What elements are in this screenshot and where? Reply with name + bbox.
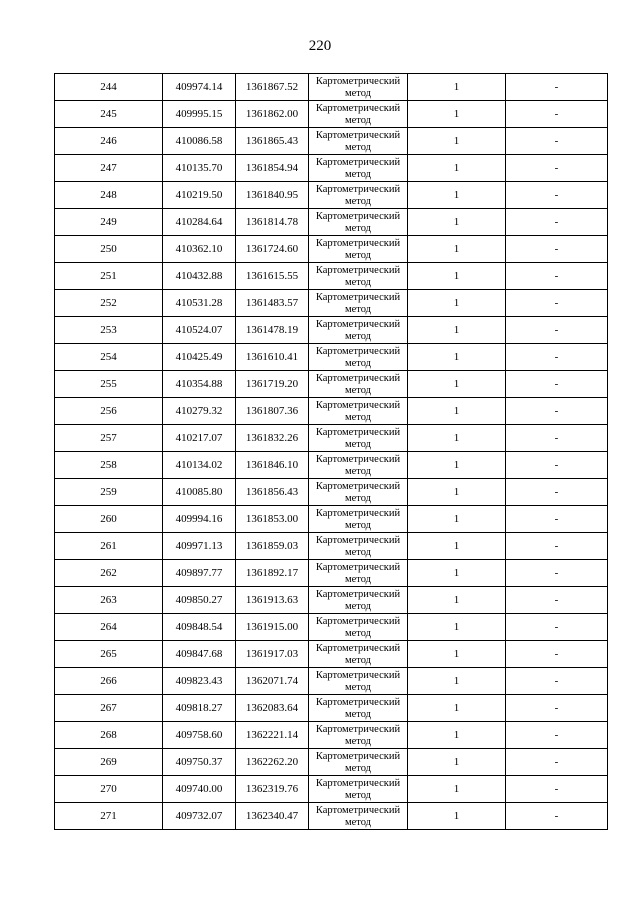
method-line-1: Картометрический (315, 589, 401, 600)
method-line-2: метод (344, 709, 372, 720)
table-row (55, 290, 608, 317)
y-coordinate-cell: 1362071.74 (236, 668, 309, 695)
x-coordinate-cell: 410432.88 (163, 263, 236, 290)
y-coordinate-cell: 1361807.36 (236, 398, 309, 425)
table-row (55, 803, 608, 830)
method-line-2: метод (344, 682, 372, 693)
note-cell: - (506, 560, 608, 587)
method-line-1: Картометрический (315, 778, 401, 789)
y-coordinate-cell: 1361917.03 (236, 641, 309, 668)
table-row (55, 722, 608, 749)
method-cell (309, 290, 408, 317)
note-cell: - (506, 182, 608, 209)
method-line-2: метод (344, 790, 372, 801)
x-coordinate-cell: 409848.54 (163, 614, 236, 641)
y-coordinate-cell: 1361913.63 (236, 587, 309, 614)
accuracy-cell: 1 (408, 398, 506, 425)
method-cell (309, 317, 408, 344)
accuracy-cell: 1 (408, 803, 506, 830)
x-coordinate-cell: 409994.16 (163, 506, 236, 533)
y-coordinate-cell: 1361859.03 (236, 533, 309, 560)
y-coordinate-cell: 1362083.64 (236, 695, 309, 722)
method-line-1: Картометрический (315, 211, 401, 222)
method-line-2: метод (344, 601, 372, 612)
y-coordinate-cell: 1361483.57 (236, 290, 309, 317)
point-number-cell: 260 (55, 506, 163, 533)
method-line-1: Картометрический (315, 697, 401, 708)
method-cell (309, 101, 408, 128)
y-coordinate-cell: 1361840.95 (236, 182, 309, 209)
method-line-2: метод (344, 412, 372, 423)
x-coordinate-cell: 410086.58 (163, 128, 236, 155)
note-cell: - (506, 452, 608, 479)
method-cell (309, 722, 408, 749)
y-coordinate-cell: 1361615.55 (236, 263, 309, 290)
method-line-2: метод (344, 439, 372, 450)
method-cell (309, 695, 408, 722)
x-coordinate-cell: 410354.88 (163, 371, 236, 398)
method-cell (309, 128, 408, 155)
y-coordinate-cell: 1361846.10 (236, 452, 309, 479)
method-line-1: Картометрический (315, 562, 401, 573)
method-line-2: метод (344, 331, 372, 342)
method-line-2: метод (344, 763, 372, 774)
method-cell (309, 506, 408, 533)
method-line-2: метод (344, 493, 372, 504)
method-line-2: метод (344, 817, 372, 828)
method-cell (309, 425, 408, 452)
note-cell: - (506, 398, 608, 425)
method-line-2: метод (344, 385, 372, 396)
x-coordinate-cell: 410085.80 (163, 479, 236, 506)
point-number-cell: 253 (55, 317, 163, 344)
coordinates-table (54, 73, 608, 830)
accuracy-cell: 1 (408, 182, 506, 209)
note-cell: - (506, 209, 608, 236)
method-line-1: Картометрический (315, 319, 401, 330)
point-number-cell: 265 (55, 641, 163, 668)
point-number-cell: 249 (55, 209, 163, 236)
y-coordinate-cell: 1362221.14 (236, 722, 309, 749)
method-line-2: метод (344, 277, 372, 288)
table-row (55, 398, 608, 425)
x-coordinate-cell: 410362.10 (163, 236, 236, 263)
y-coordinate-cell: 1361610.41 (236, 344, 309, 371)
accuracy-cell: 1 (408, 560, 506, 587)
y-coordinate-cell: 1361862.00 (236, 101, 309, 128)
y-coordinate-cell: 1362340.47 (236, 803, 309, 830)
method-cell (309, 74, 408, 101)
accuracy-cell: 1 (408, 587, 506, 614)
accuracy-cell: 1 (408, 371, 506, 398)
note-cell: - (506, 425, 608, 452)
method-cell (309, 263, 408, 290)
method-line-2: метод (344, 250, 372, 261)
note-cell: - (506, 695, 608, 722)
x-coordinate-cell: 410284.64 (163, 209, 236, 236)
method-line-1: Картометрический (315, 76, 401, 87)
note-cell: - (506, 533, 608, 560)
table-row (55, 263, 608, 290)
method-line-1: Картометрический (315, 616, 401, 627)
x-coordinate-cell: 409971.13 (163, 533, 236, 560)
point-number-cell: 264 (55, 614, 163, 641)
note-cell: - (506, 155, 608, 182)
x-coordinate-cell: 409818.27 (163, 695, 236, 722)
point-number-cell: 247 (55, 155, 163, 182)
method-line-2: метод (344, 628, 372, 639)
method-line-2: метод (344, 736, 372, 747)
table-row (55, 209, 608, 236)
table-row (55, 74, 608, 101)
table-row (55, 128, 608, 155)
method-cell (309, 749, 408, 776)
point-number-cell: 251 (55, 263, 163, 290)
point-number-cell: 257 (55, 425, 163, 452)
table-row (55, 587, 608, 614)
table-row (55, 425, 608, 452)
note-cell: - (506, 668, 608, 695)
y-coordinate-cell: 1361892.17 (236, 560, 309, 587)
note-cell: - (506, 317, 608, 344)
point-number-cell: 259 (55, 479, 163, 506)
method-cell (309, 668, 408, 695)
method-cell (309, 155, 408, 182)
x-coordinate-cell: 409897.77 (163, 560, 236, 587)
method-cell (309, 479, 408, 506)
point-number-cell: 244 (55, 74, 163, 101)
note-cell: - (506, 641, 608, 668)
method-cell (309, 182, 408, 209)
table-row (55, 155, 608, 182)
y-coordinate-cell: 1361478.19 (236, 317, 309, 344)
point-number-cell: 269 (55, 749, 163, 776)
accuracy-cell: 1 (408, 668, 506, 695)
table-row (55, 479, 608, 506)
table-row (55, 101, 608, 128)
method-line-1: Картометрический (315, 103, 401, 114)
accuracy-cell: 1 (408, 614, 506, 641)
method-cell (309, 533, 408, 560)
accuracy-cell: 1 (408, 452, 506, 479)
table-row (55, 695, 608, 722)
accuracy-cell: 1 (408, 290, 506, 317)
method-line-1: Картометрический (315, 751, 401, 762)
point-number-cell: 263 (55, 587, 163, 614)
method-line-2: метод (344, 115, 372, 126)
x-coordinate-cell: 410524.07 (163, 317, 236, 344)
note-cell: - (506, 506, 608, 533)
method-cell (309, 344, 408, 371)
method-line-2: метод (344, 88, 372, 99)
accuracy-cell: 1 (408, 74, 506, 101)
table-row (55, 452, 608, 479)
point-number-cell: 254 (55, 344, 163, 371)
method-line-1: Картометрический (315, 157, 401, 168)
point-number-cell: 250 (55, 236, 163, 263)
note-cell: - (506, 371, 608, 398)
y-coordinate-cell: 1362319.76 (236, 776, 309, 803)
y-coordinate-cell: 1361719.20 (236, 371, 309, 398)
point-number-cell: 252 (55, 290, 163, 317)
method-line-1: Картометрический (315, 481, 401, 492)
x-coordinate-cell: 410425.49 (163, 344, 236, 371)
method-cell (309, 236, 408, 263)
method-cell (309, 452, 408, 479)
note-cell: - (506, 74, 608, 101)
note-cell: - (506, 263, 608, 290)
method-line-2: метод (344, 358, 372, 369)
note-cell: - (506, 614, 608, 641)
method-line-1: Картометрический (315, 373, 401, 384)
accuracy-cell: 1 (408, 722, 506, 749)
accuracy-cell: 1 (408, 641, 506, 668)
table-row (55, 776, 608, 803)
method-line-1: Картометрический (315, 184, 401, 195)
accuracy-cell: 1 (408, 155, 506, 182)
note-cell: - (506, 722, 608, 749)
y-coordinate-cell: 1362262.20 (236, 749, 309, 776)
x-coordinate-cell: 409847.68 (163, 641, 236, 668)
point-number-cell: 261 (55, 533, 163, 560)
method-line-1: Картометрический (315, 346, 401, 357)
point-number-cell: 248 (55, 182, 163, 209)
y-coordinate-cell: 1361867.52 (236, 74, 309, 101)
method-line-1: Картометрический (315, 670, 401, 681)
point-number-cell: 267 (55, 695, 163, 722)
note-cell: - (506, 128, 608, 155)
method-line-2: метод (344, 304, 372, 315)
method-line-1: Картометрический (315, 643, 401, 654)
table-row (55, 749, 608, 776)
x-coordinate-cell: 409974.14 (163, 74, 236, 101)
method-cell (309, 587, 408, 614)
method-cell (309, 398, 408, 425)
method-line-2: метод (344, 574, 372, 585)
y-coordinate-cell: 1361814.78 (236, 209, 309, 236)
method-line-2: метод (344, 223, 372, 234)
accuracy-cell: 1 (408, 425, 506, 452)
table-row (55, 641, 608, 668)
point-number-cell: 270 (55, 776, 163, 803)
table-row (55, 506, 608, 533)
method-line-1: Картометрический (315, 508, 401, 519)
table-row (55, 371, 608, 398)
note-cell: - (506, 803, 608, 830)
x-coordinate-cell: 409758.60 (163, 722, 236, 749)
method-cell (309, 209, 408, 236)
point-number-cell: 245 (55, 101, 163, 128)
accuracy-cell: 1 (408, 236, 506, 263)
method-line-2: метод (344, 655, 372, 666)
method-line-1: Картометрический (315, 454, 401, 465)
x-coordinate-cell: 409750.37 (163, 749, 236, 776)
y-coordinate-cell: 1361853.00 (236, 506, 309, 533)
table-row (55, 533, 608, 560)
x-coordinate-cell: 410217.07 (163, 425, 236, 452)
point-number-cell: 258 (55, 452, 163, 479)
accuracy-cell: 1 (408, 695, 506, 722)
x-coordinate-cell: 410219.50 (163, 182, 236, 209)
x-coordinate-cell: 410135.70 (163, 155, 236, 182)
accuracy-cell: 1 (408, 479, 506, 506)
note-cell: - (506, 479, 608, 506)
method-line-2: метод (344, 520, 372, 531)
method-line-2: метод (344, 466, 372, 477)
accuracy-cell: 1 (408, 263, 506, 290)
x-coordinate-cell: 409740.00 (163, 776, 236, 803)
table-row (55, 614, 608, 641)
method-line-2: метод (344, 547, 372, 558)
x-coordinate-cell: 410134.02 (163, 452, 236, 479)
method-cell (309, 614, 408, 641)
note-cell: - (506, 290, 608, 317)
accuracy-cell: 1 (408, 317, 506, 344)
point-number-cell: 256 (55, 398, 163, 425)
note-cell: - (506, 587, 608, 614)
method-cell (309, 641, 408, 668)
point-number-cell: 246 (55, 128, 163, 155)
table-row (55, 668, 608, 695)
method-cell (309, 560, 408, 587)
table-row (55, 317, 608, 344)
method-cell (309, 371, 408, 398)
accuracy-cell: 1 (408, 101, 506, 128)
method-cell (309, 776, 408, 803)
method-line-1: Картометрический (315, 292, 401, 303)
y-coordinate-cell: 1361856.43 (236, 479, 309, 506)
accuracy-cell: 1 (408, 749, 506, 776)
method-line-1: Картометрический (315, 400, 401, 411)
table-row (55, 182, 608, 209)
method-line-2: метод (344, 169, 372, 180)
method-line-1: Картометрический (315, 238, 401, 249)
x-coordinate-cell: 409995.15 (163, 101, 236, 128)
accuracy-cell: 1 (408, 344, 506, 371)
y-coordinate-cell: 1361915.00 (236, 614, 309, 641)
note-cell: - (506, 236, 608, 263)
x-coordinate-cell: 409823.43 (163, 668, 236, 695)
method-line-1: Картометрический (315, 130, 401, 141)
x-coordinate-cell: 410531.28 (163, 290, 236, 317)
method-line-2: метод (344, 196, 372, 207)
accuracy-cell: 1 (408, 209, 506, 236)
method-line-1: Картометрический (315, 805, 401, 816)
accuracy-cell: 1 (408, 128, 506, 155)
table-row (55, 560, 608, 587)
point-number-cell: 271 (55, 803, 163, 830)
coordinates-table-body (55, 74, 608, 830)
method-line-1: Картометрический (315, 535, 401, 546)
x-coordinate-cell: 409732.07 (163, 803, 236, 830)
table-row (55, 344, 608, 371)
x-coordinate-cell: 410279.32 (163, 398, 236, 425)
note-cell: - (506, 344, 608, 371)
point-number-cell: 262 (55, 560, 163, 587)
method-line-1: Картометрический (315, 265, 401, 276)
method-line-1: Картометрический (315, 427, 401, 438)
point-number-cell: 268 (55, 722, 163, 749)
method-line-1: Картометрический (315, 724, 401, 735)
note-cell: - (506, 101, 608, 128)
y-coordinate-cell: 1361832.26 (236, 425, 309, 452)
page-number: 220 (308, 38, 332, 54)
table-row (55, 236, 608, 263)
method-line-2: метод (344, 142, 372, 153)
accuracy-cell: 1 (408, 506, 506, 533)
point-number-cell: 266 (55, 668, 163, 695)
y-coordinate-cell: 1361865.43 (236, 128, 309, 155)
y-coordinate-cell: 1361854.94 (236, 155, 309, 182)
point-number-cell: 255 (55, 371, 163, 398)
note-cell: - (506, 749, 608, 776)
y-coordinate-cell: 1361724.60 (236, 236, 309, 263)
note-cell: - (506, 776, 608, 803)
x-coordinate-cell: 409850.27 (163, 587, 236, 614)
accuracy-cell: 1 (408, 776, 506, 803)
method-cell (309, 803, 408, 830)
accuracy-cell: 1 (408, 533, 506, 560)
